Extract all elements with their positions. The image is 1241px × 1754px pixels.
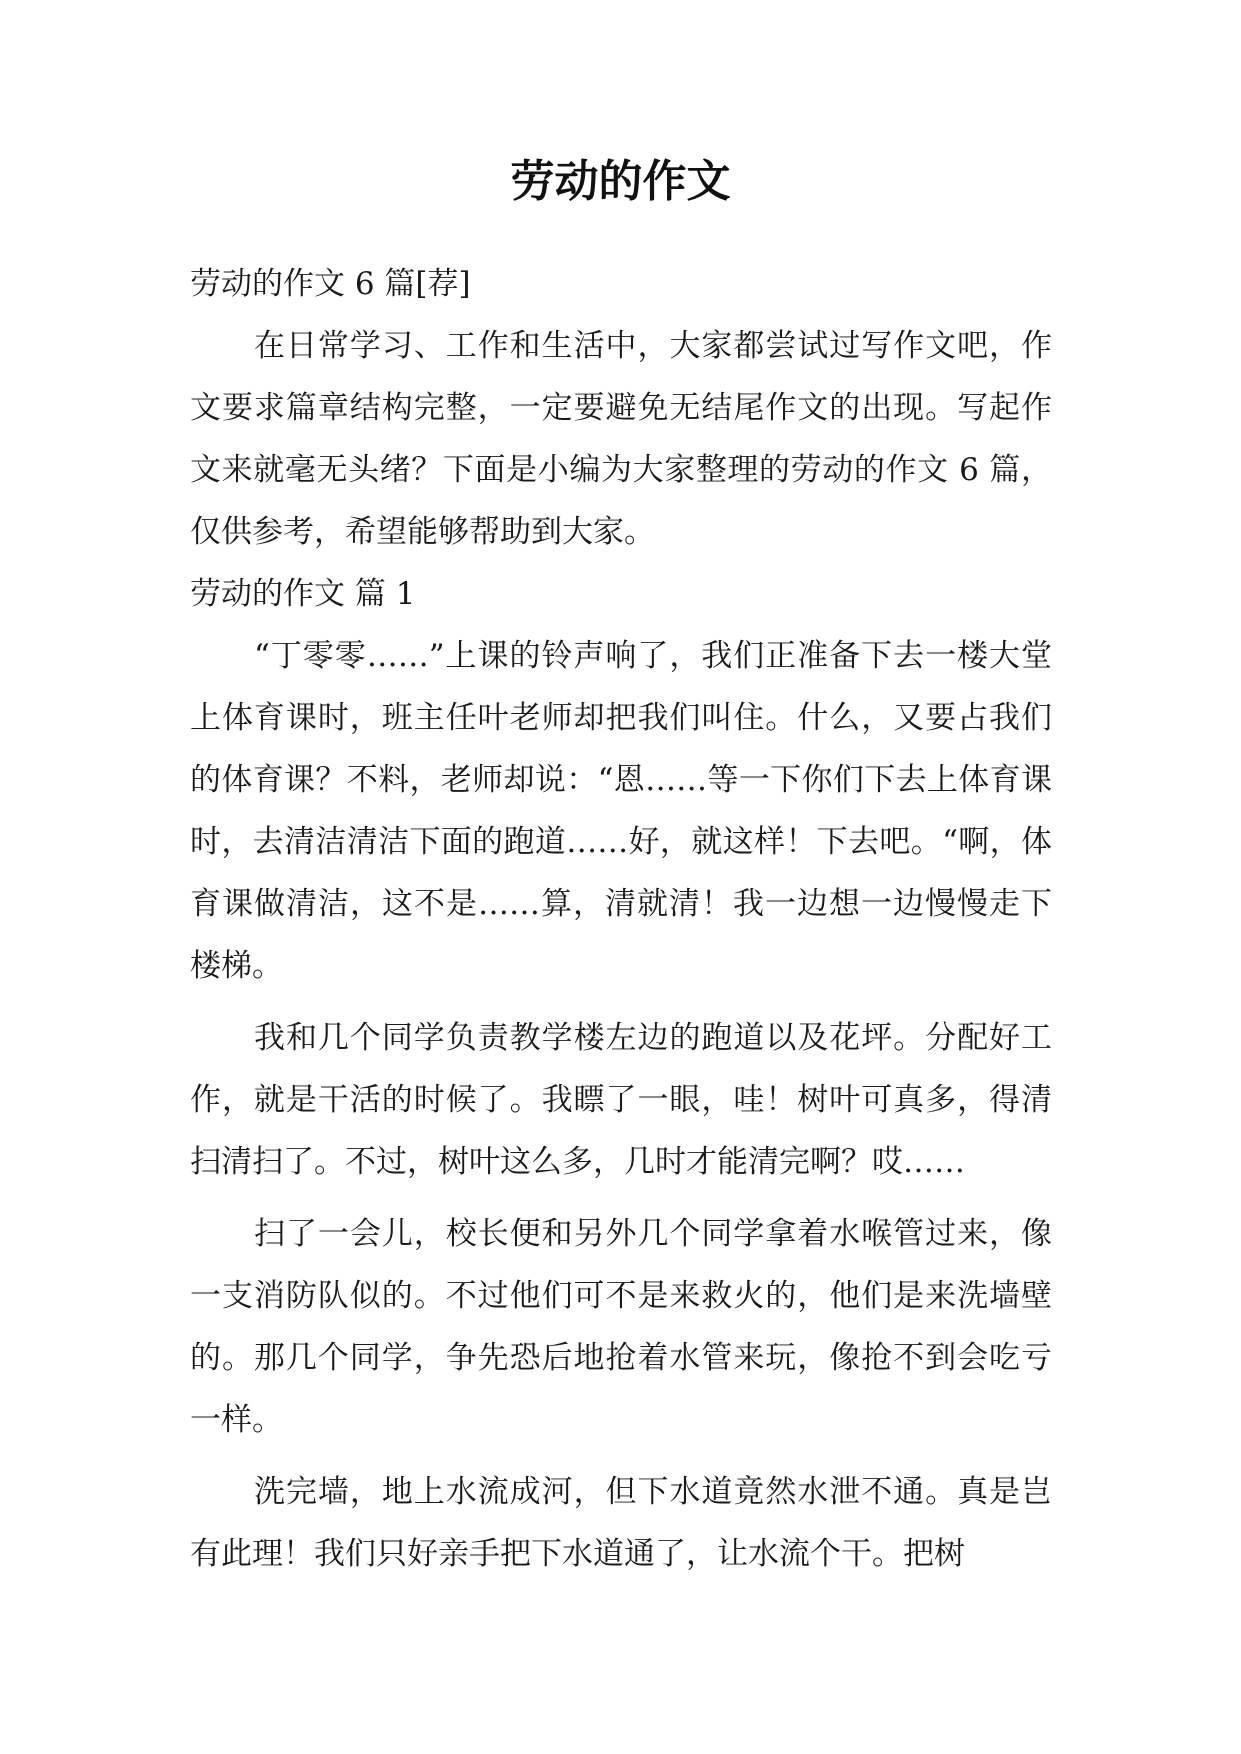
section-heading: 劳动的作文 篇 1 <box>190 576 416 612</box>
document-subtitle: 劳动的作文 6 篇[荐] <box>190 266 471 302</box>
body-paragraph: 洗完墙，地上水流成河，但下水道竟然水泄不通。真是岂有此理！我们只好亲手把下水道通了，让水流个干。把树 <box>190 1474 1052 1572</box>
body-paragraph: “丁零零……”上课的铃声响了，我们正准备下去一楼大堂上体育课时，班主任叶老师却把我们叫住。什么，又要占我们的体育课？不料，老师却说：“恩……等一下你们下去上体育课时，去清洁清洁下面的跑道……好，就这样！下去吧。“啊，体育课做清洁，这不是……算，清就清！我一边想一边慢慢走下楼梯。 <box>190 638 1052 984</box>
document-body <box>190 253 1052 1585</box>
document-title: 劳动的作文 <box>510 156 731 207</box>
intro-paragraph: 在日常学习、工作和生活中，大家都尝试过写作文吧，作文要求篇章结构完整，一定要避免无结尾作文的出现。写起作文来就毫无头绪？下面是小编为大家整理的劳动的作文 6 篇，仅供参考，希望能够帮助到大家。 <box>190 328 1052 550</box>
body-paragraph: 我和几个同学负责教学楼左边的跑道以及花坪。分配好工作，就是干活的时候了。我瞟了一眼，哇！树叶可真多，得清扫清扫了。不过，树叶这么多，几时才能清完啊？哎…… <box>190 1020 1052 1180</box>
body-paragraph: 扫了一会儿，校长便和另外几个同学拿着水喉管过来，像一支消防队似的。不过他们可不是来救火的，他们是来洗墙壁的。那几个同学，争先恐后地抢着水管来玩，像抢不到会吃亏一样。 <box>190 1216 1052 1438</box>
